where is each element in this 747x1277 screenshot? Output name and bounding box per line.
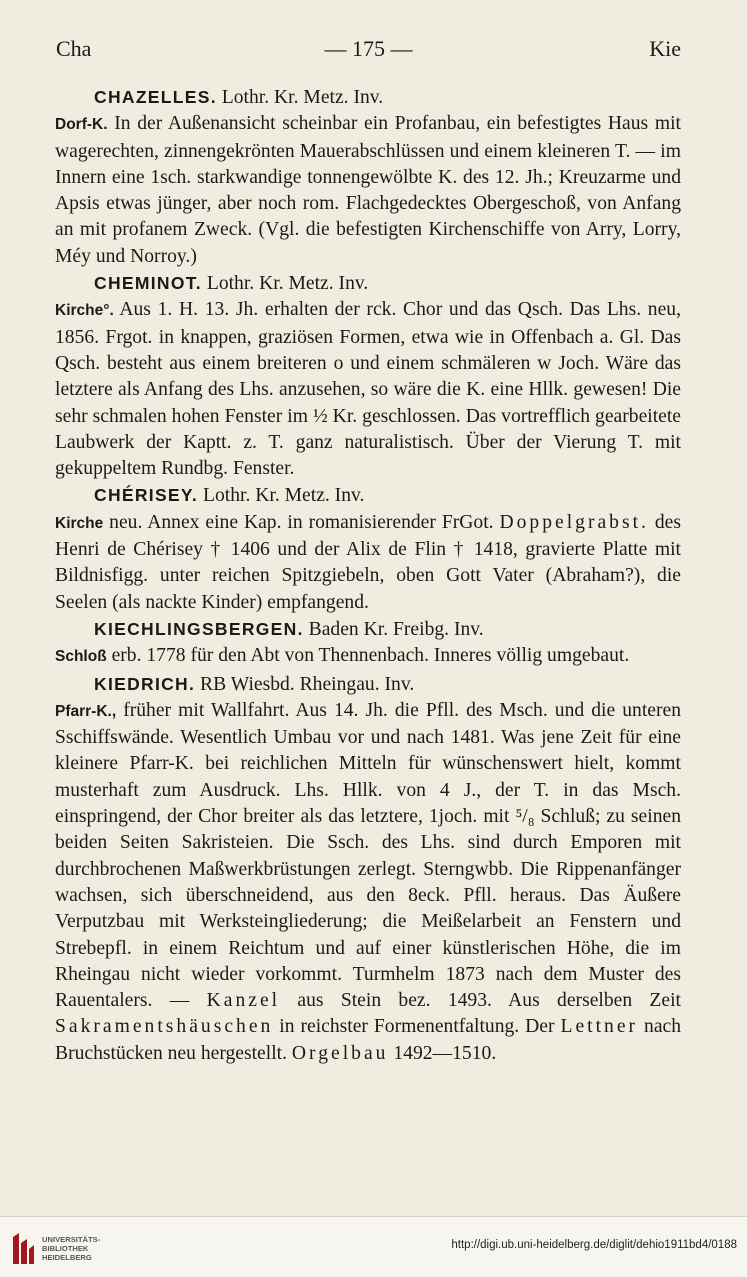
library-name-line: BIBLIOTHEK bbox=[42, 1244, 89, 1253]
body-text bbox=[55, 84, 681, 1067]
permalink-url[interactable]: http://digi.ub.uni-heidelberg.de/diglit/dehio1911bd4/0188 bbox=[451, 1239, 737, 1251]
entry-keyword: Schloß bbox=[55, 648, 107, 666]
entry-heading bbox=[55, 616, 681, 643]
library-name-line: HEIDELBERG bbox=[42, 1253, 92, 1262]
university-library-logo-icon bbox=[10, 1231, 36, 1265]
place-name: CHAZELLES. bbox=[94, 87, 217, 107]
running-head-left: Cha bbox=[56, 36, 92, 61]
running-head bbox=[56, 36, 681, 66]
entry-body bbox=[55, 643, 681, 670]
place-name: KIEDRICH. bbox=[94, 673, 196, 694]
entry-body bbox=[55, 510, 681, 616]
spaced-term: Lettner bbox=[560, 1016, 639, 1038]
entry-heading bbox=[55, 671, 681, 698]
entry-kiedrich bbox=[55, 671, 681, 1067]
entry-heading bbox=[55, 482, 681, 509]
entry-keyword: Kirche bbox=[55, 514, 104, 532]
place-meta: Lothr. Kr. Metz. Inv. bbox=[216, 87, 384, 108]
place-name: CHÉRISEY. bbox=[94, 485, 199, 506]
entry-chazelles bbox=[55, 84, 681, 270]
entry-cherisey bbox=[55, 482, 681, 615]
entry-keyword: Pfarr-K., bbox=[55, 702, 117, 720]
library-name bbox=[42, 1235, 100, 1262]
place-name: KIECHLINGSBERGEN. bbox=[94, 618, 304, 639]
entry-text: neu. Annex eine Kap. in romanisierender FrGot. bbox=[103, 511, 500, 533]
place-meta: Lothr. Kr. Metz. Inv. bbox=[201, 273, 369, 295]
place-meta: RB Wiesbd. Rheingau. Inv. bbox=[195, 673, 415, 695]
entry-text: Aus 1. H. 13. Jh. erhalten der rck. Chor und das Qsch. Das Lhs. neu, 1856. Frgot. in knappen, graziösen Formen, etwa wie in Offenbach a. Gl. Das Qsch. besteht aus einem breiteren o und einem schmäleren w Joch. Wäre das letztere als Anfang des Lhs. anzusehen, so wäre die K. eine Hllk. gewesen! Die sehr schmalen hohen Fenster im ½ Kr. geschlossen. Das vortrefflich gearbeitete Laubwerk der Kaptt. z. T. ganz naturalistisch. Über der Vierung T. mit gekuppeltem Rundbg. Fenster. bbox=[55, 299, 681, 480]
entry-keyword: Kirche°. bbox=[55, 302, 114, 320]
entry-cheminot bbox=[55, 270, 681, 482]
entry-heading bbox=[55, 270, 681, 297]
spaced-term: Kanzel bbox=[206, 990, 281, 1012]
entry-heading bbox=[55, 84, 681, 111]
entry-text: in reichster Formenentfaltung. Der bbox=[273, 1016, 561, 1038]
entry-text: nach Bruchstücken neu hergestellt. bbox=[55, 1016, 682, 1064]
entry-text: aus Stein bez. 1493. Aus derselben Zeit bbox=[280, 990, 681, 1012]
entry-text: 1492—1510. bbox=[388, 1042, 497, 1064]
footer-bar bbox=[0, 1216, 747, 1277]
entry-text: früher mit Wallfahrt. Aus 14. Jh. die Pfll. des Msch. und die unteren Sschiffswände. Wesentlich Umbau vor und nach 1481. Was jene Zeit für eine kleinere Pfarr-K. bei reichlichen Mitteln für wünschenswert hielt, kommt musterhaft zum Ausdruck. Lhs. Hllk. von 4 J., der T. in das Msch. einspringend, der Chor breiter als das letztere, 1joch. mit ⁵/₈ Schluß; zu seinen beiden Seiten Sakristeien. Die Ssch. des Lhs. sind durch Emporen mit durchbrochenen Maßwerkbrüstungen zerlegt. Sterngwbb. Die Rippenanfänger wachsen, sich überschneidend, aus den 8eck. Pfll. heraus. Das Äußere Verputzbau mit Werksteingliederung; die Meißelarbeit an Fenstern und Strebepfl. in einem Reichtum und auf einer künstlerischen Höhe, die im Rheingau nicht wieder vorkommt. Turmhelm 1873 nach dem Muster des Rauentalers. — bbox=[55, 699, 681, 1012]
page-number: — 175 — bbox=[324, 36, 413, 61]
spaced-term: Sakramentshäuschen bbox=[55, 1016, 274, 1038]
entry-text: des Henri de Chérisey † 1406 und der Alix de Flin † 1418, gravierte Platte mit Bildnisfigg. unter reichen Spitzgiebeln, oben Gott Vater (Abraham?), die Seelen (als nackte Kinder) empfangend. bbox=[55, 511, 681, 613]
place-meta: Lothr. Kr. Metz. Inv. bbox=[198, 485, 365, 507]
place-name: CHEMINOT. bbox=[94, 273, 202, 294]
place-meta: Baden Kr. Freibg. Inv. bbox=[303, 618, 484, 640]
entry-keyword: Dorf-K. bbox=[55, 116, 108, 134]
entry-body bbox=[55, 698, 681, 1067]
entry-text: erb. 1778 für den Abt von Thennenbach. Inneres völlig umgebaut. bbox=[106, 645, 630, 667]
spaced-term: Orgelbau bbox=[291, 1042, 389, 1064]
entry-text: In der Außenansicht scheinbar ein Profanbau, ein befestigtes Haus mit wagerechten, zinnengekrönten Mauerabschlüssen und einem kleineren T. — im Innern eine 1sch. starkwandige tonnengewölbte K. des 12. Jh.; Kreuzarme und Apsis etwas jünger, aber noch rom. Flachgedecktes Obergeschoß, von Anfang an mit profanem Zweck. (Vgl. die befestigten Kirchenschiffe von Arry, Lorry, Méy und Norroy.) bbox=[55, 113, 681, 267]
entry-body bbox=[55, 297, 681, 482]
entry-body bbox=[55, 111, 681, 270]
running-head-right: Kie bbox=[649, 36, 681, 61]
entry-kiechlingsbergen bbox=[55, 616, 681, 671]
spaced-term: Doppelgrabst. bbox=[499, 511, 649, 533]
library-name-line: UNIVERSITÄTS- bbox=[42, 1235, 101, 1244]
